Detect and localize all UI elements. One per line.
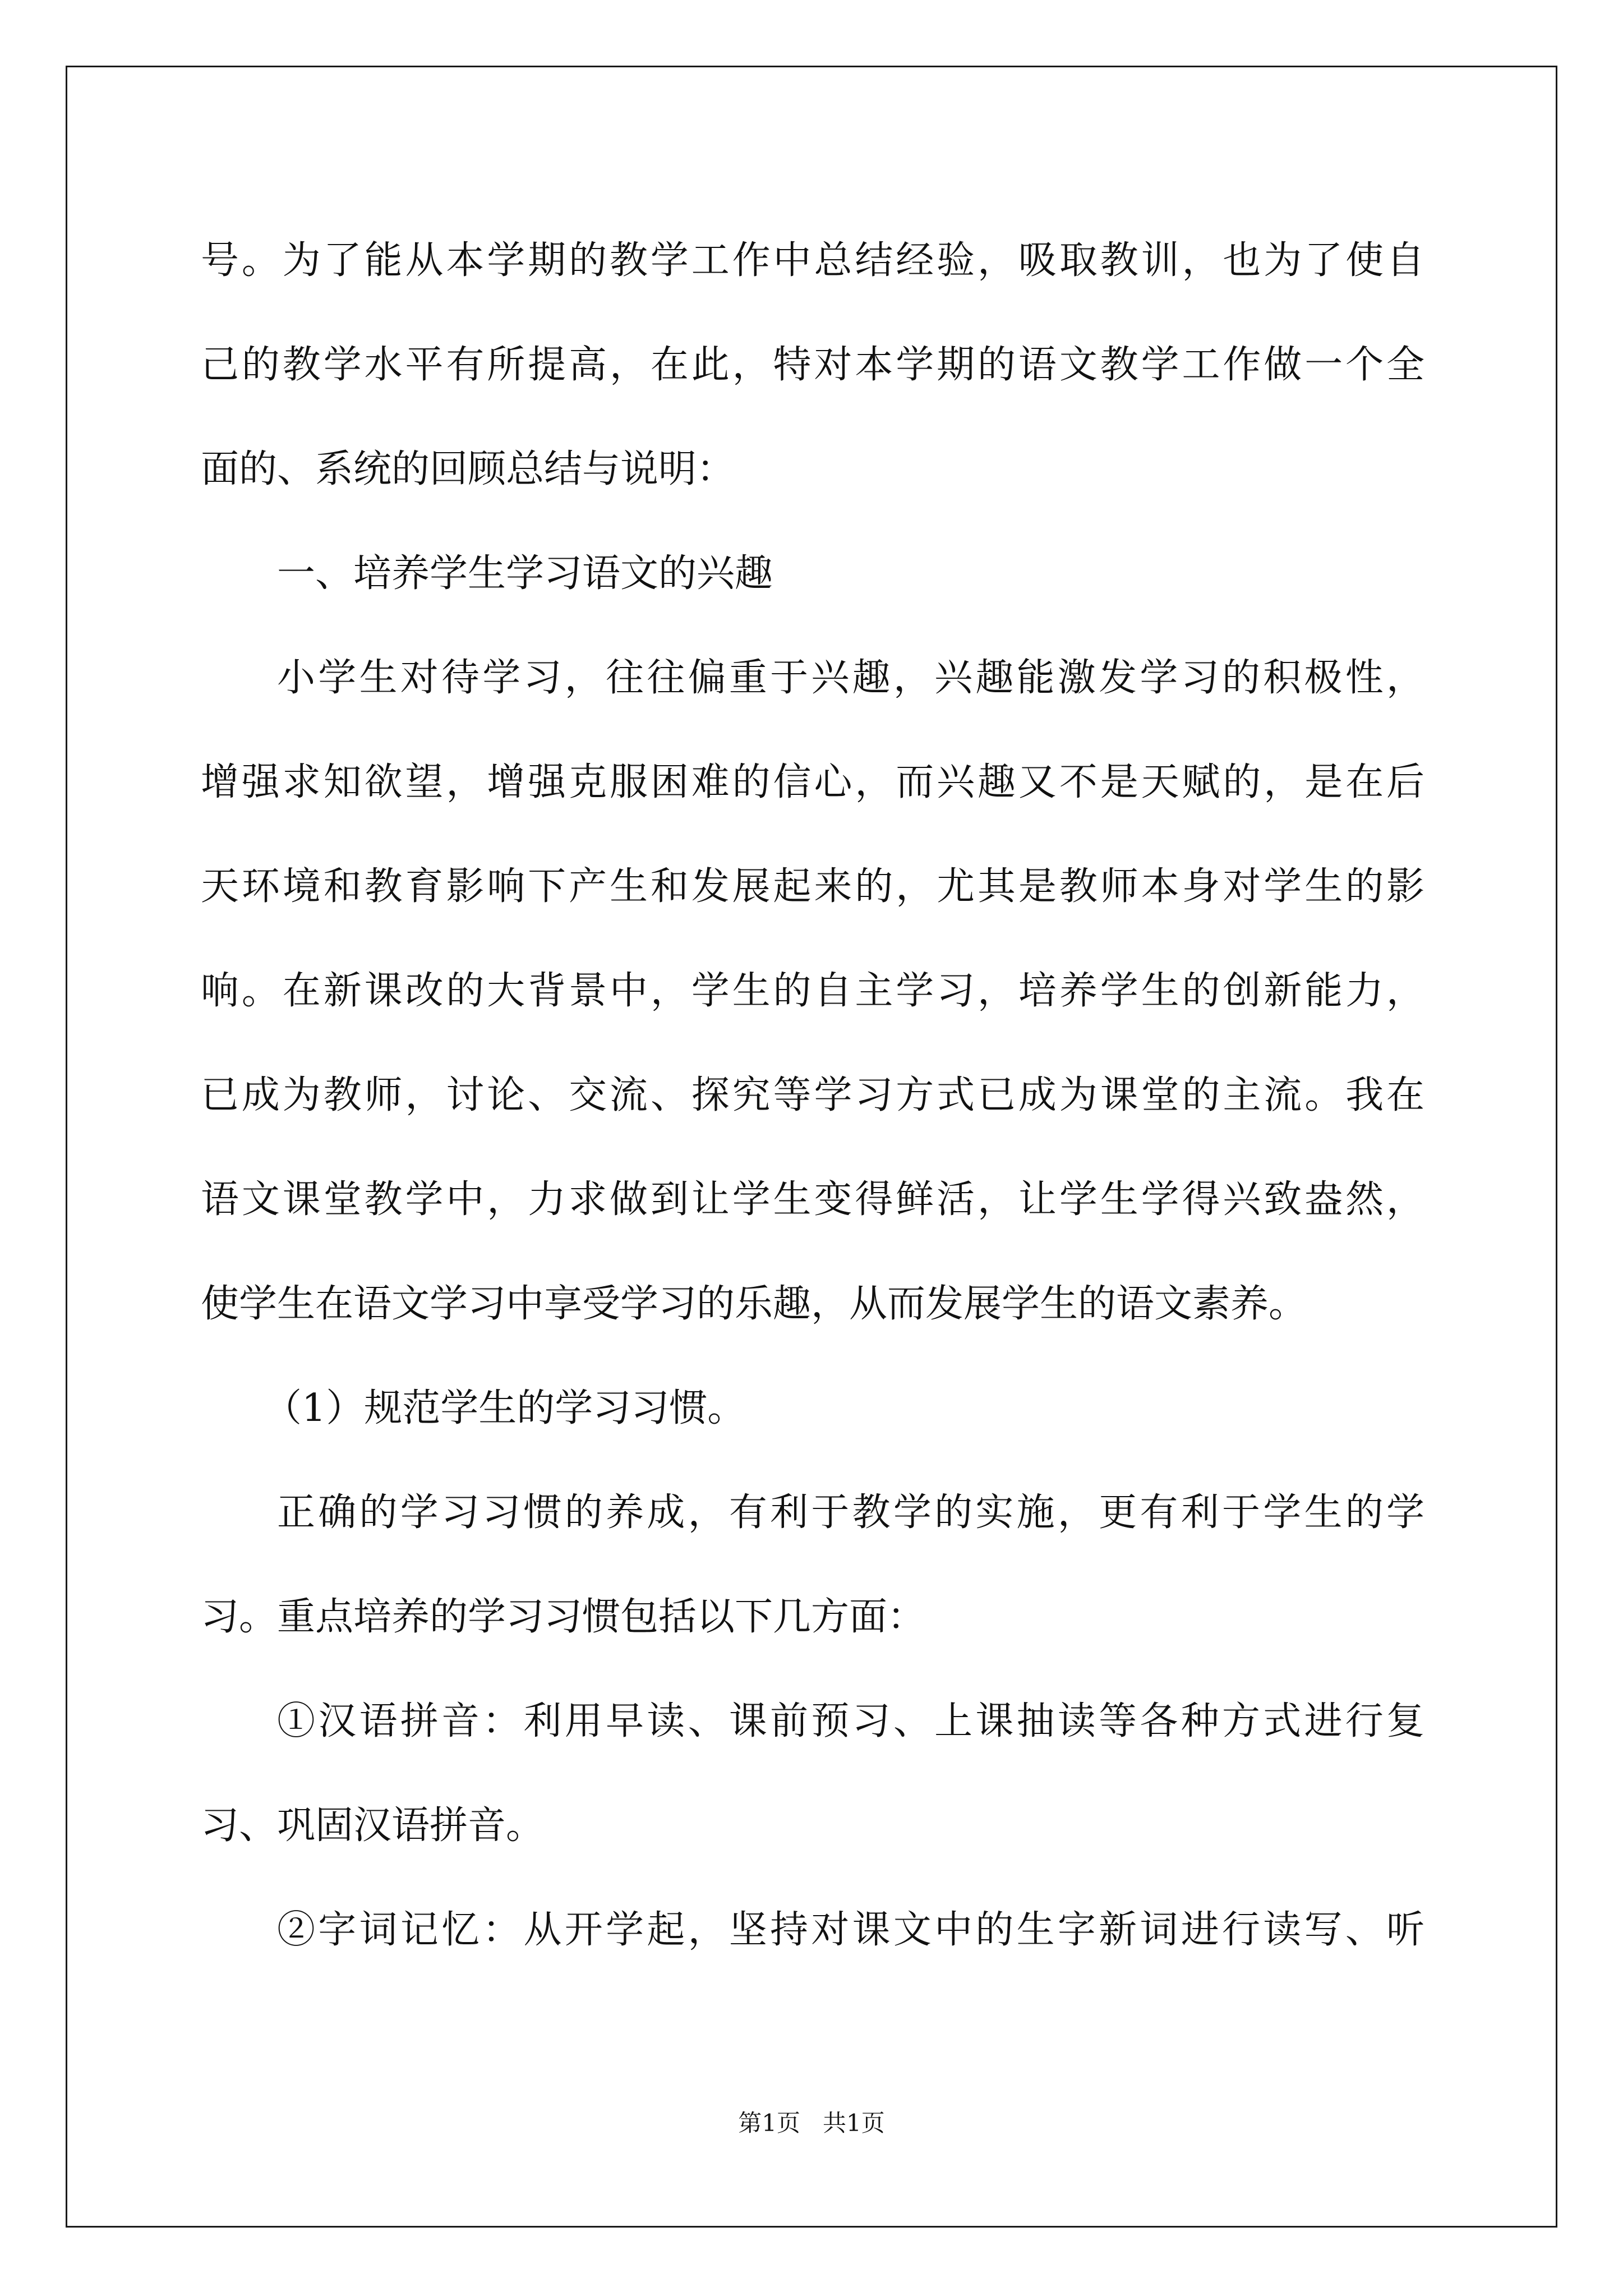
body-line: 面的、系统的回顾总结与说明： — [201, 447, 735, 491]
body-line: 习、巩固汉语拼音。 — [201, 1803, 545, 1848]
page-footer — [0, 2105, 1623, 2138]
list-item-pinyin: ①汉语拼音：利用早读、课前预习、上课抽读等各种方式进行复 — [277, 1699, 1424, 1743]
body-line: 使学生在语文学习中享受学习的乐趣，从而发展学生的语文素养。 — [201, 1282, 1307, 1326]
body-line: 己的教学水平有所提高，在此，特对本学期的语文教学工作做一个全 — [201, 343, 1424, 387]
body-line: 号。为了能从本学期的教学工作中总结经验，吸取教训，也为了使自 — [201, 238, 1424, 283]
subsection-heading: （1）规范学生的学习习惯。 — [264, 1386, 746, 1430]
body-line: 习。重点培养的学习习惯包括以下几方面： — [201, 1595, 926, 1639]
body-line: 语文课堂教学中，力求做到让学生变得鲜活，让学生学得兴致盎然， — [201, 1177, 1424, 1222]
section-heading: 一、培养学生学习语文的兴趣 — [277, 551, 773, 596]
page-total: 共1页 — [823, 2109, 885, 2137]
body-line: 增强求知欲望，增强克服困难的信心，而兴趣又不是天赋的，是在后 — [201, 760, 1424, 804]
document-body — [201, 209, 1424, 1982]
body-line: 已成为教师，讨论、交流、探究等学习方式已成为课堂的主流。我在 — [201, 1073, 1424, 1117]
page-number: 第1页 — [738, 2109, 800, 2137]
paragraph-first-line: 正确的学习习惯的养成，有利于教学的实施，更有利于学生的学 — [277, 1490, 1424, 1535]
list-item-vocabulary: ②字词记忆：从开学起，坚持对课文中的生字新词进行读写、听 — [277, 1908, 1424, 1952]
body-line: 天环境和教育影响下产生和发展起来的，尤其是教师本身对学生的影 — [201, 864, 1424, 909]
body-line: 响。在新课改的大背景中，学生的自主学习，培养学生的创新能力， — [201, 969, 1424, 1013]
paragraph-first-line: 小学生对待学习，往往偏重于兴趣，兴趣能激发学习的积极性， — [277, 656, 1424, 700]
